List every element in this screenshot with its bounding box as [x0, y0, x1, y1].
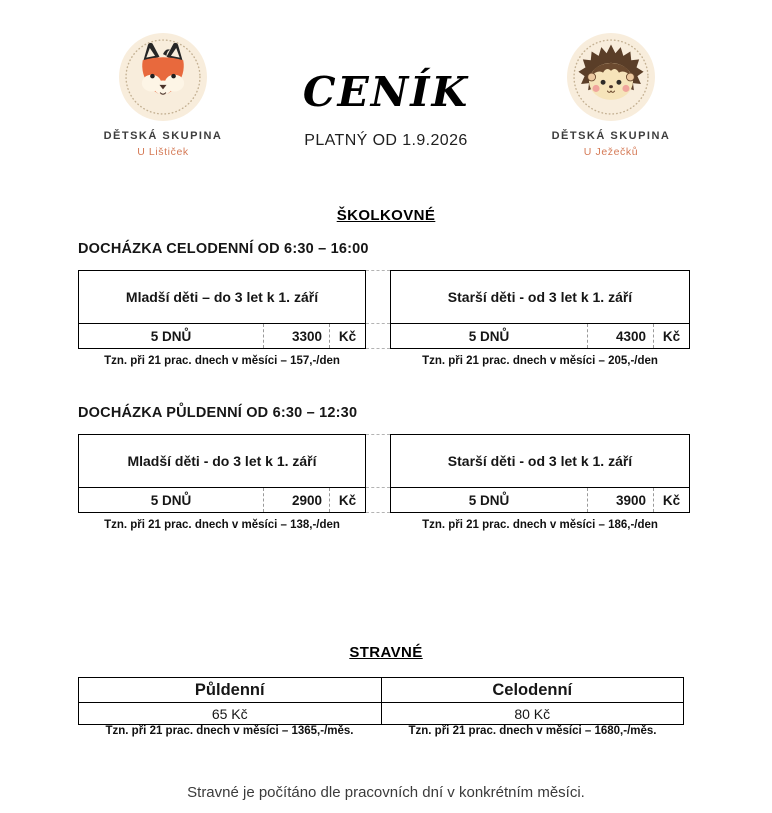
- skolkovne-heading: ŠKOLKOVNÉ: [336, 207, 436, 224]
- halfday-tables-row: [78, 434, 690, 513]
- logo-left-group-name: U Lištiček: [137, 146, 189, 158]
- table-gutter-divider: [366, 270, 390, 349]
- table-header-cell: Mladší děti - do 3 let k 1. září: [79, 435, 365, 488]
- note-spacer: [366, 519, 390, 531]
- section-fullday: [78, 241, 690, 367]
- days-cell: 5 DNŮ: [150, 492, 192, 508]
- currency-cell: Kč: [329, 324, 365, 348]
- table-header-cell: Mladší děti – do 3 let k 1. září: [79, 271, 365, 324]
- per-month-note: Tzn. při 21 prac. dnech v měsíci – 1365,-/měs.: [105, 725, 354, 737]
- logo-left-org-name: DĚTSKÁ SKUPINA: [103, 130, 223, 142]
- stravne-halfday-header: Půldenní: [79, 678, 382, 702]
- per-month-note: Tzn. při 21 prac. dnech v měsíci – 1680,-/měs.: [408, 725, 657, 737]
- logo-right-group-name: U Ježečků: [583, 146, 639, 158]
- table-row: [391, 324, 689, 348]
- per-day-note: Tzn. při 21 prac. dnech v měsíci – 186,-/den: [422, 519, 658, 531]
- currency-cell: Kč: [653, 488, 689, 512]
- per-day-note: Tzn. při 21 prac. dnech v měsíci – 205,-/den: [422, 355, 658, 367]
- stravne-heading: STRAVNÉ: [349, 644, 423, 661]
- days-cell: 5 DNŮ: [468, 328, 510, 344]
- section-halfday-heading: DOCHÁZKA PŮLDENNÍ OD 6:30 – 12:30: [78, 405, 358, 421]
- stravne-values-row: [79, 703, 683, 724]
- price-cell: 2900: [263, 488, 329, 512]
- note-spacer: [366, 355, 390, 367]
- section-halfday: [78, 405, 690, 531]
- stravne-notes-row: [78, 725, 684, 737]
- stravne-fullday-price: 80 Kč: [514, 705, 551, 722]
- page-title: CENÍK: [302, 68, 470, 116]
- halfday-younger-table: [78, 434, 366, 513]
- fullday-notes-row: [78, 355, 690, 367]
- hedgehog-icon: [567, 33, 655, 121]
- price-cell: 4300: [587, 324, 653, 348]
- section-fullday-heading: DOCHÁZKA CELODENNÍ OD 6:30 – 16:00: [78, 241, 369, 257]
- footer-note: Stravné je počítáno dle pracovních dní v konkrétním měsíci.: [187, 784, 585, 801]
- table-row: [391, 488, 689, 512]
- stravne-fullday-header: Celodenní: [492, 680, 573, 699]
- stravne-table: [78, 677, 684, 725]
- logo-hedgehog-block: [516, 33, 706, 158]
- price-cell: 3300: [263, 324, 329, 348]
- stravne-halfday-price: 65 Kč: [79, 703, 382, 724]
- table-row: [79, 324, 365, 348]
- per-day-note: Tzn. při 21 prac. dnech v měsíci – 138,-/den: [104, 519, 340, 531]
- currency-cell: Kč: [329, 488, 365, 512]
- per-day-note: Tzn. při 21 prac. dnech v měsíci – 157,-/den: [104, 355, 340, 367]
- table-header-cell: Starší děti - od 3 let k 1. září: [391, 435, 689, 488]
- table-gutter-divider: [366, 434, 390, 513]
- table-header-cell: Starší děti - od 3 let k 1. září: [391, 271, 689, 324]
- days-cell: 5 DNŮ: [150, 328, 192, 344]
- days-cell: 5 DNŮ: [468, 492, 510, 508]
- fullday-tables-row: [78, 270, 690, 349]
- table-row: [79, 488, 365, 512]
- fullday-older-table: [390, 270, 690, 349]
- halfday-notes-row: [78, 519, 690, 531]
- price-cell: 3900: [587, 488, 653, 512]
- halfday-older-table: [390, 434, 690, 513]
- stravne-header-row: [79, 678, 683, 703]
- validity-date: PLATNÝ OD 1.9.2026: [304, 132, 468, 149]
- currency-cell: Kč: [653, 324, 689, 348]
- logo-right-org-name: DĚTSKÁ SKUPINA: [551, 130, 671, 142]
- fullday-younger-table: [78, 270, 366, 349]
